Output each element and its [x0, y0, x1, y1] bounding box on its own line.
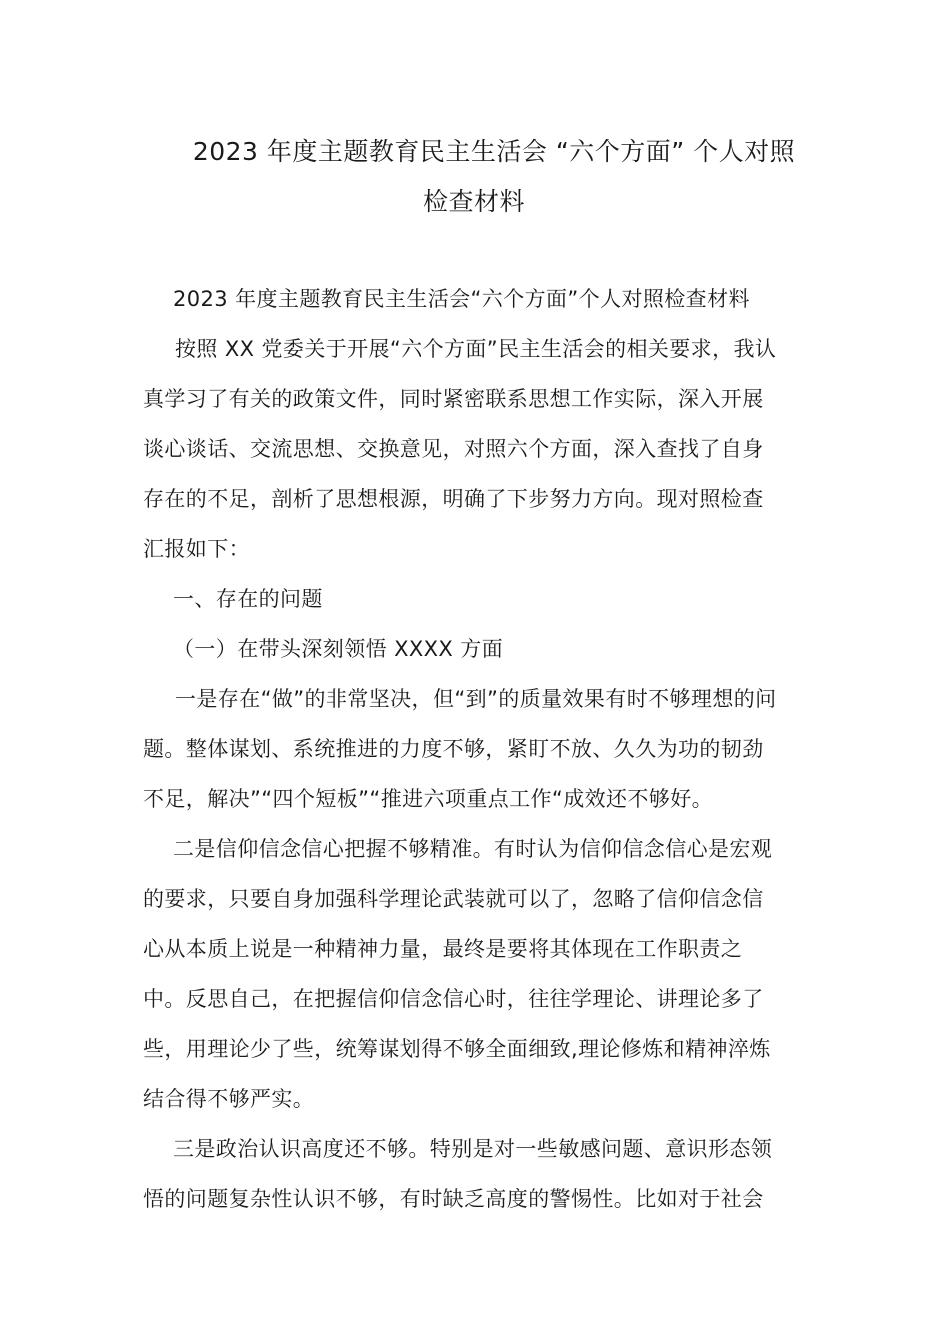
paragraph-line: 一是存在“做”的非常坚决，但“到”的质量效果有时不够理想的问: [175, 687, 777, 711]
paragraph-line: 心从本质上说是一种精神力量，最终是要将其体现在工作职责之: [143, 937, 743, 961]
paragraph-line: 结合得不够严实。: [143, 1087, 315, 1111]
paragraph-line: 中。反思自己，在把握信仰信念信心时，往往学理论、讲理论多了: [143, 987, 764, 1011]
document-title-line-1: 2023 年度主题教育民主生活会 “六个方面” 个人对照: [192, 137, 796, 166]
document-title-line-2: 检查材料: [422, 187, 525, 216]
paragraph-line: 的要求，只要自身加强科学理论武装就可以了，忽略了信仰信念信: [143, 887, 764, 911]
section-heading: 一、存在的问题: [173, 587, 323, 611]
paragraph-line: 存在的不足，剖析了思想根源，明确了下步努力方向。现对照检查: [143, 487, 764, 511]
document-body: [143, 278, 807, 1228]
paragraph-line: 谈心谈话、交流思想、交换意见，对照六个方面，深入查找了自身: [143, 437, 764, 461]
paragraph-line: 真学习了有关的政策文件，同时紧密联系思想工作实际，深入开展: [143, 387, 764, 411]
paragraph-line: 按照 XX 党委关于开展“六个方面”民主生活会的相关要求，我认: [175, 337, 777, 361]
paragraph-line: 些，用理论少了些，统筹谋划得不够全面细致,理论修炼和精神淬炼: [143, 1037, 771, 1061]
subsection-heading: （一）在带头深刻领悟 XXXX 方面: [173, 637, 504, 661]
paragraph-line: 二是信仰信念信心把握不够精准。有时认为信仰信念信心是宏观: [173, 837, 773, 861]
paragraph-line: 三是政治认识高度还不够。特别是对一些敏感问题、意识形态领: [173, 1137, 773, 1161]
paragraph-line: 题。整体谋划、系统推进的力度不够，紧盯不放、久久为功的韧劲: [143, 737, 764, 761]
paragraph-line: 汇报如下：: [143, 537, 250, 561]
paragraph-line: 不足，解决”“四个短板”“推进六项重点工作“成效还不够好。: [143, 787, 713, 811]
paragraph-line: 悟的问题复杂性认识不够，有时缺乏高度的警惕性。比如对于社会: [143, 1187, 764, 1211]
subtitle-line: 2023 年度主题教育民主生活会“六个方面”个人对照检查材料: [173, 287, 750, 311]
